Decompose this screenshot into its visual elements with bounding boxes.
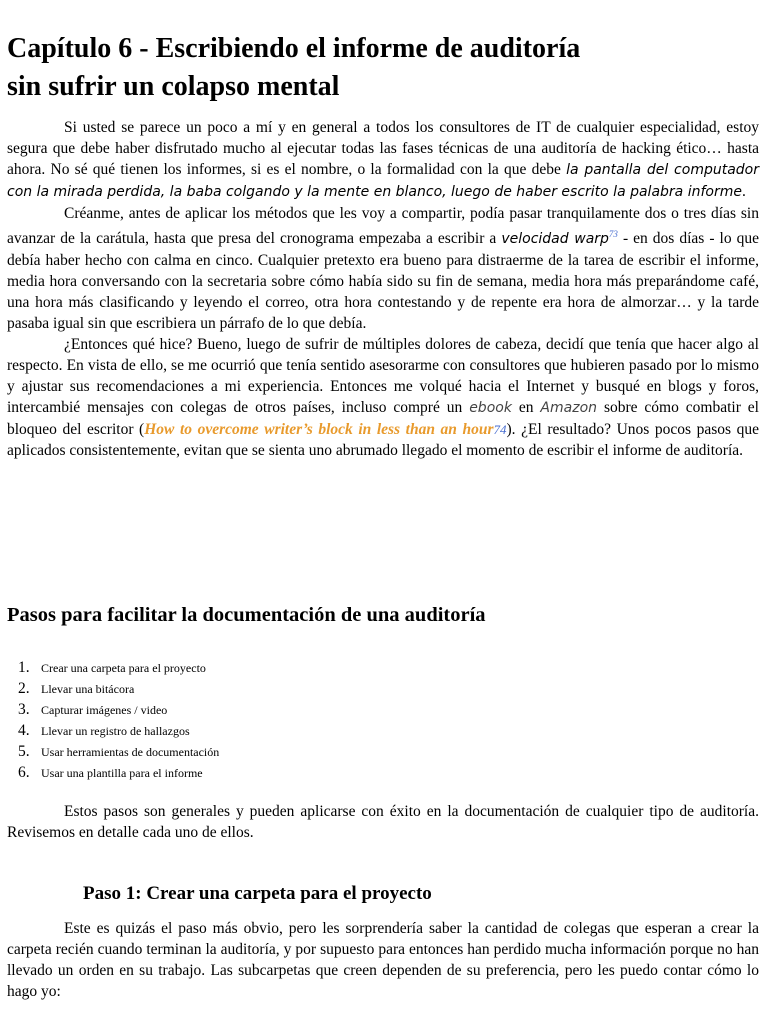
step-text: Crear una carpeta para el proyecto — [41, 661, 206, 675]
paragraph-5: Este es quizás el paso más obvio, pero les sorprendería saber la cantidad de colegas que esperan a crear la carpeta recién cuando terminan la auditoría, y por supuesto para entonces han perdido mucha información porque no han llevado un orden en su trabajo. Las subcarpetas que creen dependen de su preferencia, pero les puedo contar cómo lo hago yo: — [7, 920, 759, 1000]
step-number: 2. — [18, 680, 30, 697]
amazon-term: Amazon — [540, 400, 598, 417]
step-text: Usar una plantilla para el informe — [41, 766, 203, 780]
step-number: 3. — [18, 701, 30, 718]
steps-list — [18, 659, 219, 785]
paragraph-2: Créanme, antes de aplicar los métodos que les voy a compartir, podía pasar tranquilamente dos o tres días sin avanzar de la carátula, hasta que presa del cronograma empezaba a escribir a velocidad warp$^{73}$ - en dos días - lo que debía haber hecho con calma en cinco. Cualquier pretexto era bueno para distraerme de la tarea de escribir el informe, media hora conversando con la secretaria sobre cómo había sido su fin de semana, media hora más preparándome café, una hora más clasificando y leyendo el correo, otra hora contestando y de repente era hora de almorzar… y la tarde pasaba igual sin que escribiera un párrafo de lo que debía. — [7, 205, 759, 333]
step-text: Llevar un registro de hallazgos — [41, 724, 190, 738]
book-title-link[interactable]: How to overcome writer’s block in less than an hour — [144, 421, 494, 439]
paragraph-1: Si usted se parece un poco a mí y en general a todos los consultores de IT de cualquier especialidad, estoy segura que debe haber disfrutado mucho al ejecutar todas las fases técnicas de una auditoría de hacking ético… hasta ahora. No sé qué tienen los informes, si es el nombre, o la formalidad con la que debe la pantalla del computador con la mirada perdida, la baba colgando y la mente en blanco, luego de haber escrito la palabra informe. — [7, 119, 759, 200]
chapter-title-line-2: sin sufrir un colapso mental — [7, 71, 340, 102]
chapter-title — [7, 30, 747, 106]
step-item — [18, 764, 219, 785]
step-text: Llevar una bitácora — [41, 682, 135, 696]
step-item — [18, 701, 219, 722]
paragraph-4: Estos pasos son generales y pueden aplicarse con éxito en la documentación de cualquier tipo de auditoría. Revisemos en detalle cada uno de ellos. — [7, 803, 759, 841]
step1-paragraph-wrap — [7, 918, 759, 1002]
step-number: 5. — [18, 743, 30, 760]
step-text: Usar herramientas de documentación — [41, 745, 220, 759]
step-item — [18, 722, 219, 743]
step-number: 1. — [18, 659, 30, 676]
step-number: 6. — [18, 764, 30, 781]
velocidad-warp-term: velocidad warp — [501, 231, 609, 248]
footnote-ref-73[interactable]: 73 — [608, 229, 618, 239]
footnote-ref-74[interactable]: 74 — [493, 422, 507, 438]
step-item — [18, 680, 219, 701]
step-item — [18, 659, 219, 680]
intro-paragraphs — [7, 117, 759, 461]
ebook-term: ebook — [469, 400, 512, 417]
step1-heading: Paso 1: Crear una carpeta para el proyecto — [83, 883, 432, 904]
italic-phrase: la pantalla del computador con la mirada perdida, la baba colgando y la mente en blanco, luego de haber escrito la palabra informe — [7, 162, 759, 200]
summary-paragraph-wrap — [7, 801, 759, 843]
step-number: 4. — [18, 722, 30, 739]
step-text: Capturar imágenes / video — [41, 703, 168, 717]
chapter-title-line-1: Capítulo 6 - Escribiendo el informe de auditoría — [7, 33, 581, 64]
paragraph-3: ¿Entonces qué hice? Bueno, luego de sufrir de múltiples dolores de cabeza, decidí que tenía que hacer algo al respecto. En vista de ello, se me ocurrió que tenía sentido asesorarme con consultores que hubieren pasado por lo mismo y ajustar sus recomendaciones a mi experiencia. Entonces me volqué hacia el Internet y busqué en blogs y foros, intercambié mensajes con colegas de otros países, incluso compré un ebook en Amazon sobre cómo combatir el bloqueo del escritor (How to overcome writer’s block in less than an hour74). ¿El resultado? Unos pocos pasos que aplicados consistentemente, evitan que se sienta uno abrumado llegado el momento de escribir el informe de auditoría. — [7, 336, 759, 460]
section-heading: Pasos para facilitar la documentación de una auditoría — [7, 604, 486, 626]
step-item — [18, 743, 219, 764]
